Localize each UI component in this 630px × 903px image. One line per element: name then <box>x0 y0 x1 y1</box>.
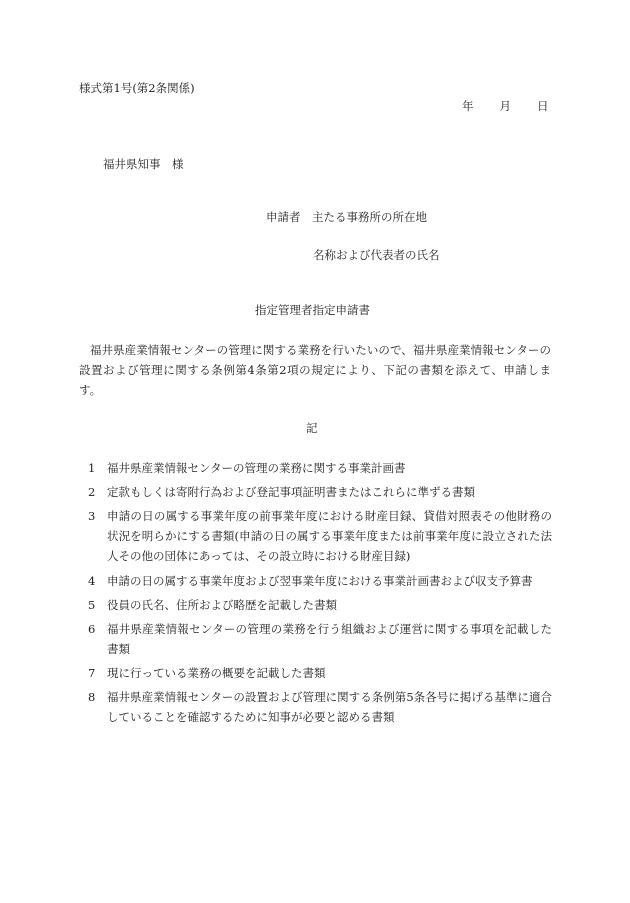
list-item-text: 現に行っている業務の概要を記載した書類 <box>107 666 326 681</box>
list-item-text: 福井県産業情報センターの管理の業務に関する事業計画書 <box>107 461 406 475</box>
date-day: 日 <box>537 99 549 113</box>
list-item <box>88 663 552 683</box>
list-item-number: 5 <box>88 597 96 612</box>
form-number: 様式第1号(第2条関係) <box>79 81 195 95</box>
list-item <box>88 458 552 478</box>
list-item-number: 7 <box>88 666 96 681</box>
list-item-number: 6 <box>88 621 96 636</box>
list-item-text: 役員の氏名、住所および略歴を記載した書類 <box>107 597 337 612</box>
body-paragraph: 福井県産業情報センターの管理に関する業務を行いたいので、福井県産業情報センターの設置および管理に関する条例第4条第2項の規定により、下記の書類を添えて、申請します。 <box>79 343 551 397</box>
list-item-text: 申請の日の属する事業年度の前事業年度における財産目録、貸借対照表その他財務の状況を明らかにする書類(申請の日の属する事業年度または前事業年度に設立された法人その他の団体にあっては、その設立時における財産目録) <box>107 509 552 564</box>
document-title: 指定管理者指定申請書 <box>255 303 370 317</box>
list-item-number: 3 <box>88 509 96 524</box>
date-year: 年 <box>462 99 474 113</box>
list-item-number: 8 <box>88 690 96 705</box>
list-item-number: 2 <box>88 485 96 500</box>
date-line <box>462 98 549 115</box>
list-item <box>88 619 552 659</box>
list-item-number: 4 <box>88 573 96 588</box>
recipient: 福井県知事 様 <box>103 157 184 171</box>
list-item-text: 定款もしくは寄附行為および登記事項証明書またはこれらに準ずる書類 <box>107 485 475 500</box>
list-item <box>88 595 552 615</box>
list-item <box>88 571 552 591</box>
applicant-name-label: 名称および代表者の氏名 <box>313 248 440 262</box>
date-month: 月 <box>499 99 511 113</box>
list-item <box>88 506 552 566</box>
list-item-text: 申請の日の属する事業年度および翌事業年度における事業計画書および収支予算書 <box>107 573 533 588</box>
list-item <box>88 687 552 727</box>
ki-heading: 記 <box>306 421 318 435</box>
attachment-list <box>88 458 552 732</box>
list-item-number: 1 <box>88 461 96 475</box>
list-item <box>88 482 552 502</box>
list-item-text: 福井県産業情報センターの設置および管理に関する条例第5条各号に掲げる基準に適合していることを確認するために知事が必要と認める書類 <box>107 690 552 725</box>
applicant-address-label: 申請者 主たる事務所の所在地 <box>266 210 427 224</box>
list-item-text: 福井県産業情報センターの管理の業務を行う組織および運営に関する事項を記載した書類 <box>107 621 552 656</box>
